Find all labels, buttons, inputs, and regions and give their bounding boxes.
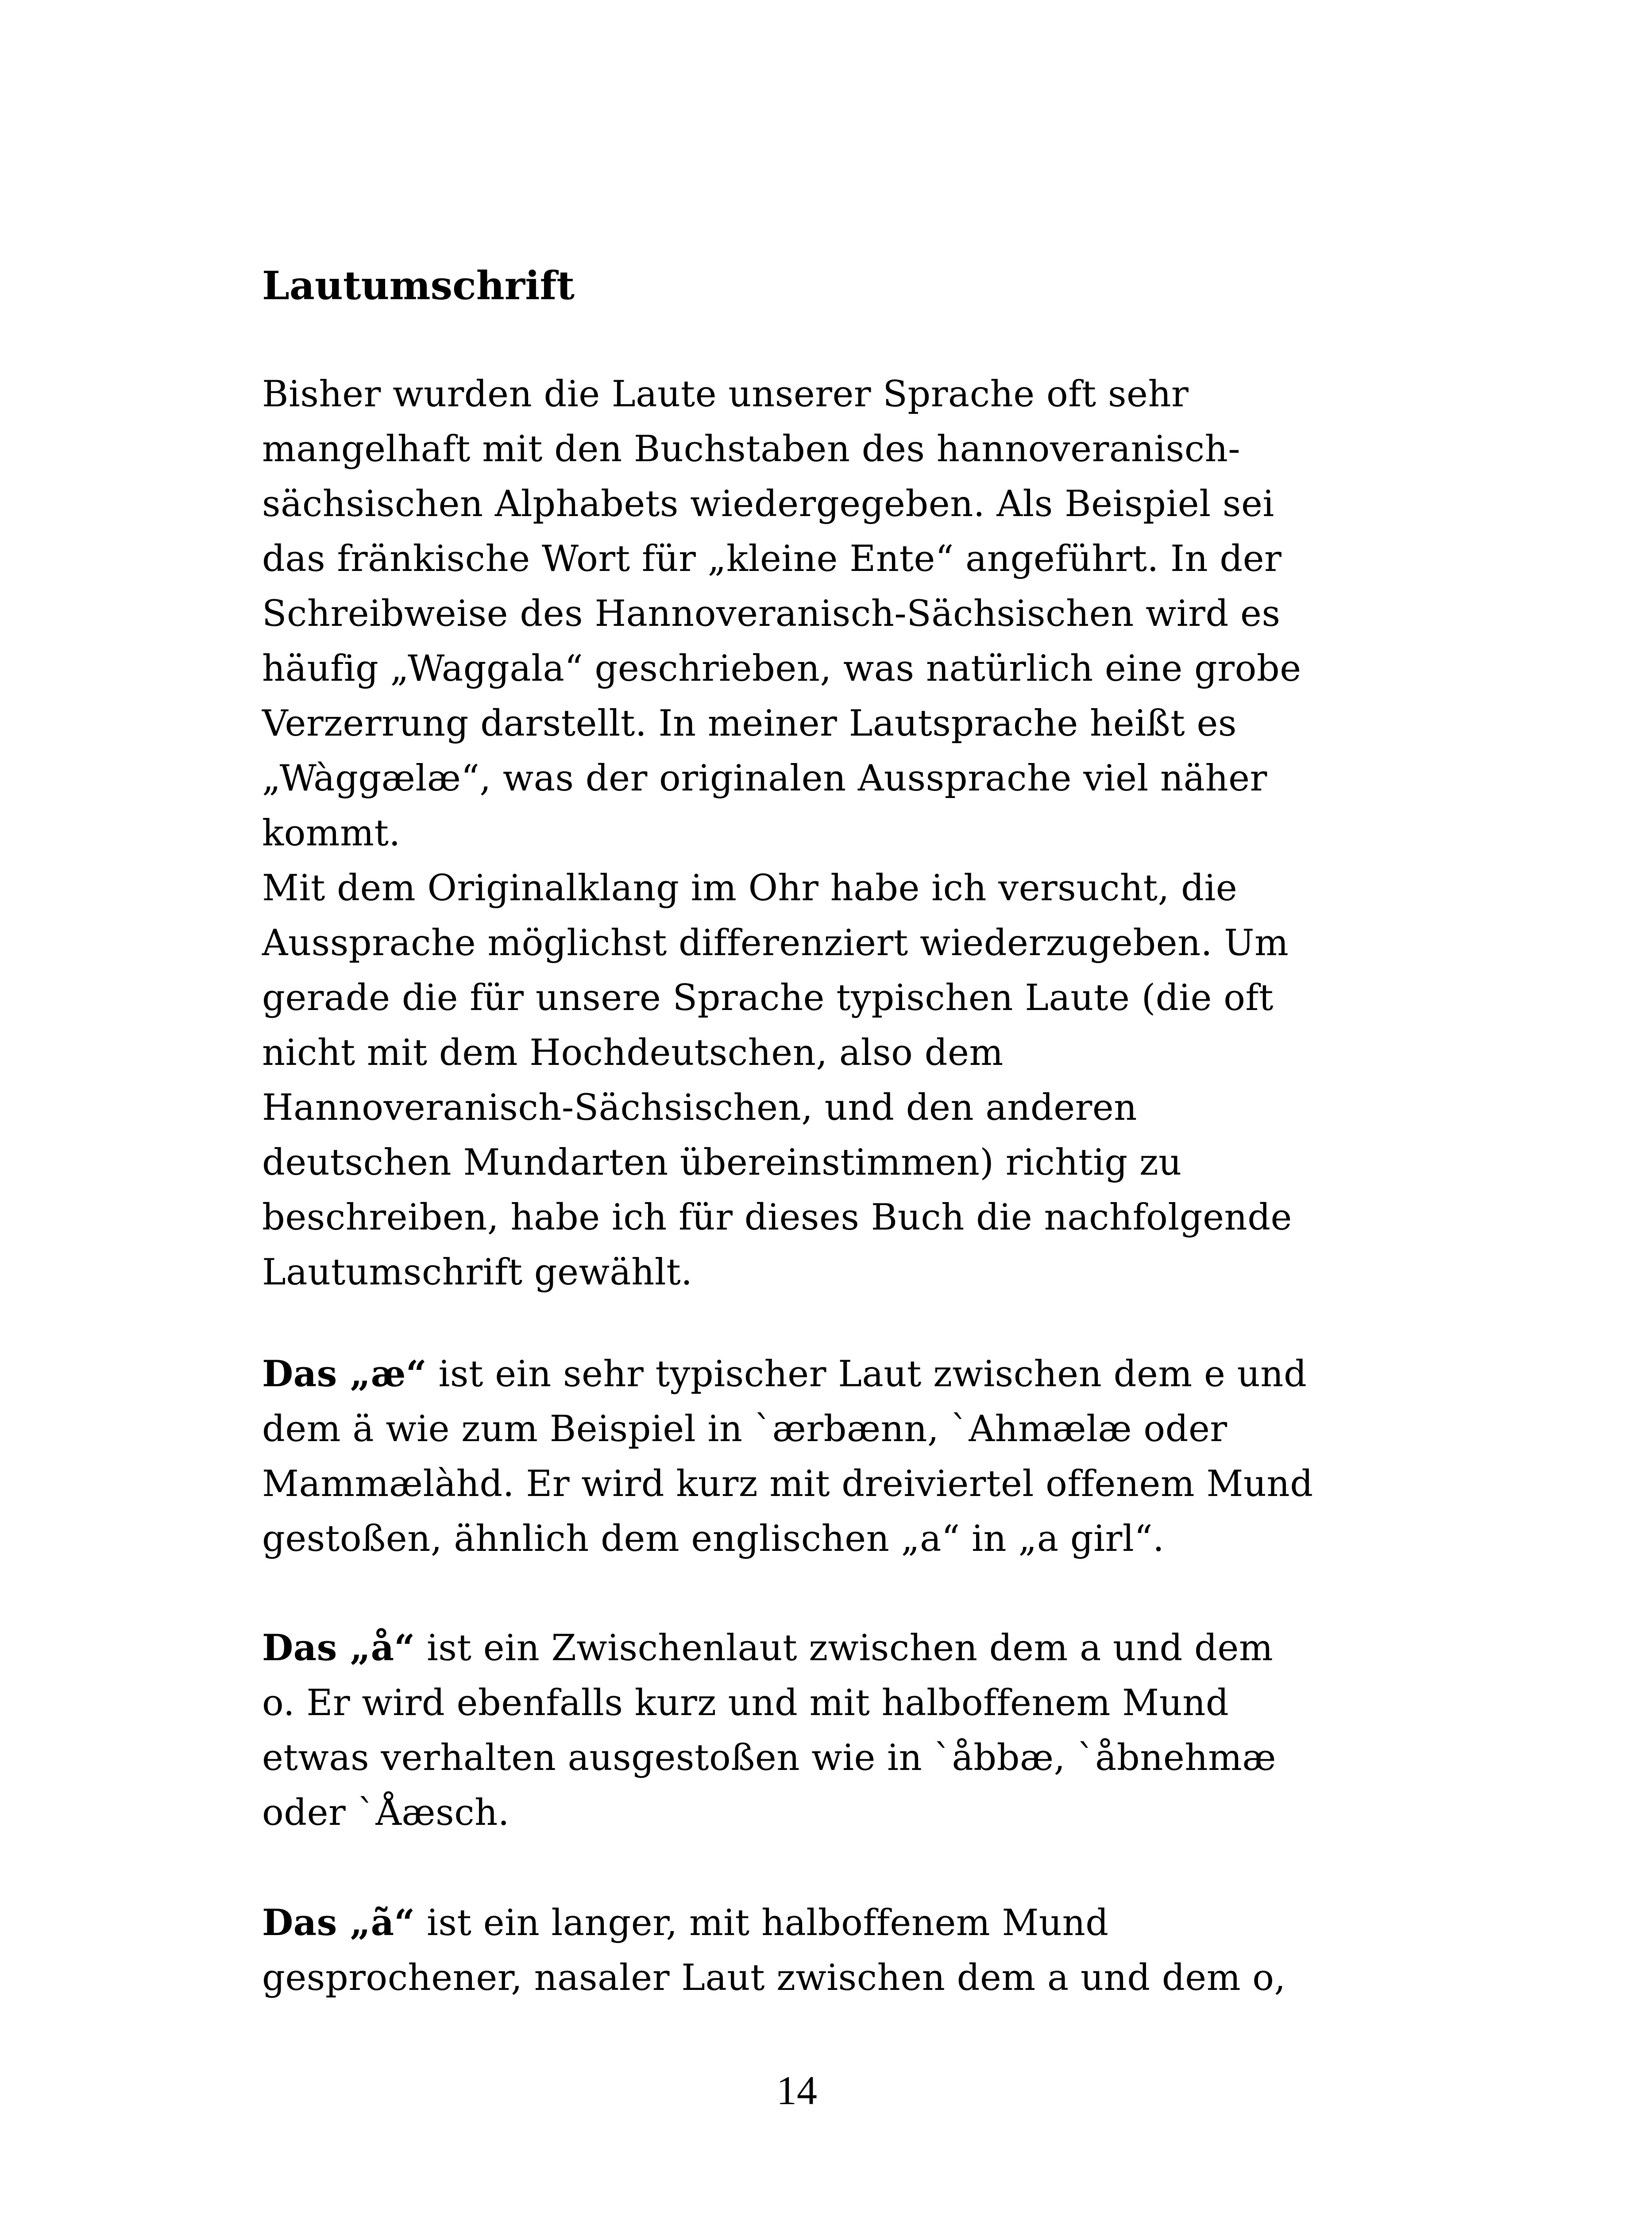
intro-line: kommt. <box>262 813 401 854</box>
intro-line: sächsischen Alphabets wiedergegeben. Als Beispiel sei <box>262 483 1274 525</box>
intro-line: deutschen Mundarten übereinstimmen) richtig zu <box>262 1142 1182 1184</box>
intro-line: gerade die für unsere Sprache typischen Laute (die oft <box>262 977 1274 1019</box>
aring-lead-term: Das „å“ <box>262 1627 415 1669</box>
aring-line: o. Er wird ebenfalls kurz und mit halboffenem Mund <box>262 1682 1229 1724</box>
section-heading: Lautumschrift <box>262 262 575 308</box>
ae-paragraph <box>262 1347 1426 1566</box>
intro-line: Schreibweise des Hannoveranisch-Sächsischen wird es <box>262 593 1281 635</box>
ae-line: gestoßen, ähnlich dem englischen „a“ in „a girl“. <box>262 1518 1165 1560</box>
page-number: 14 <box>776 2068 817 2113</box>
ae-first-line-rest: ist ein sehr typischer Laut zwischen dem e und <box>427 1353 1307 1395</box>
intro-line: häufig „Waggala“ geschrieben, was natürlich eine grobe <box>262 648 1301 690</box>
aring-line: etwas verhalten ausgestoßen wie in `åbbæ, `åbnehmæ <box>262 1737 1276 1779</box>
intro-line: Mit dem Originalklang im Ohr habe ich versucht, die <box>262 867 1238 909</box>
atilde-lead-term: Das „ã“ <box>262 1902 415 1944</box>
intro-line: Bisher wurden die Laute unserer Sprache oft sehr <box>262 374 1189 415</box>
atilde-line: gesprochener, nasaler Laut zwischen dem a und dem o, <box>262 1957 1286 1999</box>
atilde-first-line <box>262 1896 1426 1951</box>
aring-first-line-rest: ist ein Zwischenlaut zwischen dem a und dem <box>415 1627 1274 1669</box>
atilde-paragraph <box>262 1896 1426 2005</box>
intro-paragraph <box>262 367 1426 1300</box>
intro-line: Lautumschrift gewählt. <box>262 1252 693 1293</box>
ae-line: dem ä wie zum Beispiel in `ærbænn, `Ahmælæ oder <box>262 1408 1227 1450</box>
intro-line: „Wàggælæ“, was der originalen Aussprache viel näher <box>262 758 1267 799</box>
intro-line: Aussprache möglichst differenziert wiederzugeben. Um <box>262 922 1289 964</box>
intro-line: beschreiben, habe ich für dieses Buch die nachfolgende <box>262 1197 1292 1238</box>
ae-line: Mammælàhd. Er wird kurz mit dreiviertel offenem Mund <box>262 1463 1313 1505</box>
ae-lead-term: Das „æ“ <box>262 1353 427 1395</box>
atilde-first-line-rest: ist ein langer, mit halboffenem Mund <box>415 1902 1109 1944</box>
intro-line: Hannoveranisch-Sächsischen, und den anderen <box>262 1087 1137 1129</box>
intro-line: Verzerrung darstellt. In meiner Lautsprache heißt es <box>262 703 1237 744</box>
aring-first-line <box>262 1621 1426 1676</box>
ae-first-line <box>262 1347 1426 1402</box>
intro-line: mangelhaft mit den Buchstaben des hannoveranisch- <box>262 428 1241 470</box>
intro-line: nicht mit dem Hochdeutschen, also dem <box>262 1032 1004 1074</box>
aring-line: oder `Åæsch. <box>262 1792 509 1834</box>
aring-paragraph <box>262 1621 1426 1840</box>
intro-line: das fränkische Wort für „kleine Ente“ angeführt. In der <box>262 538 1282 580</box>
